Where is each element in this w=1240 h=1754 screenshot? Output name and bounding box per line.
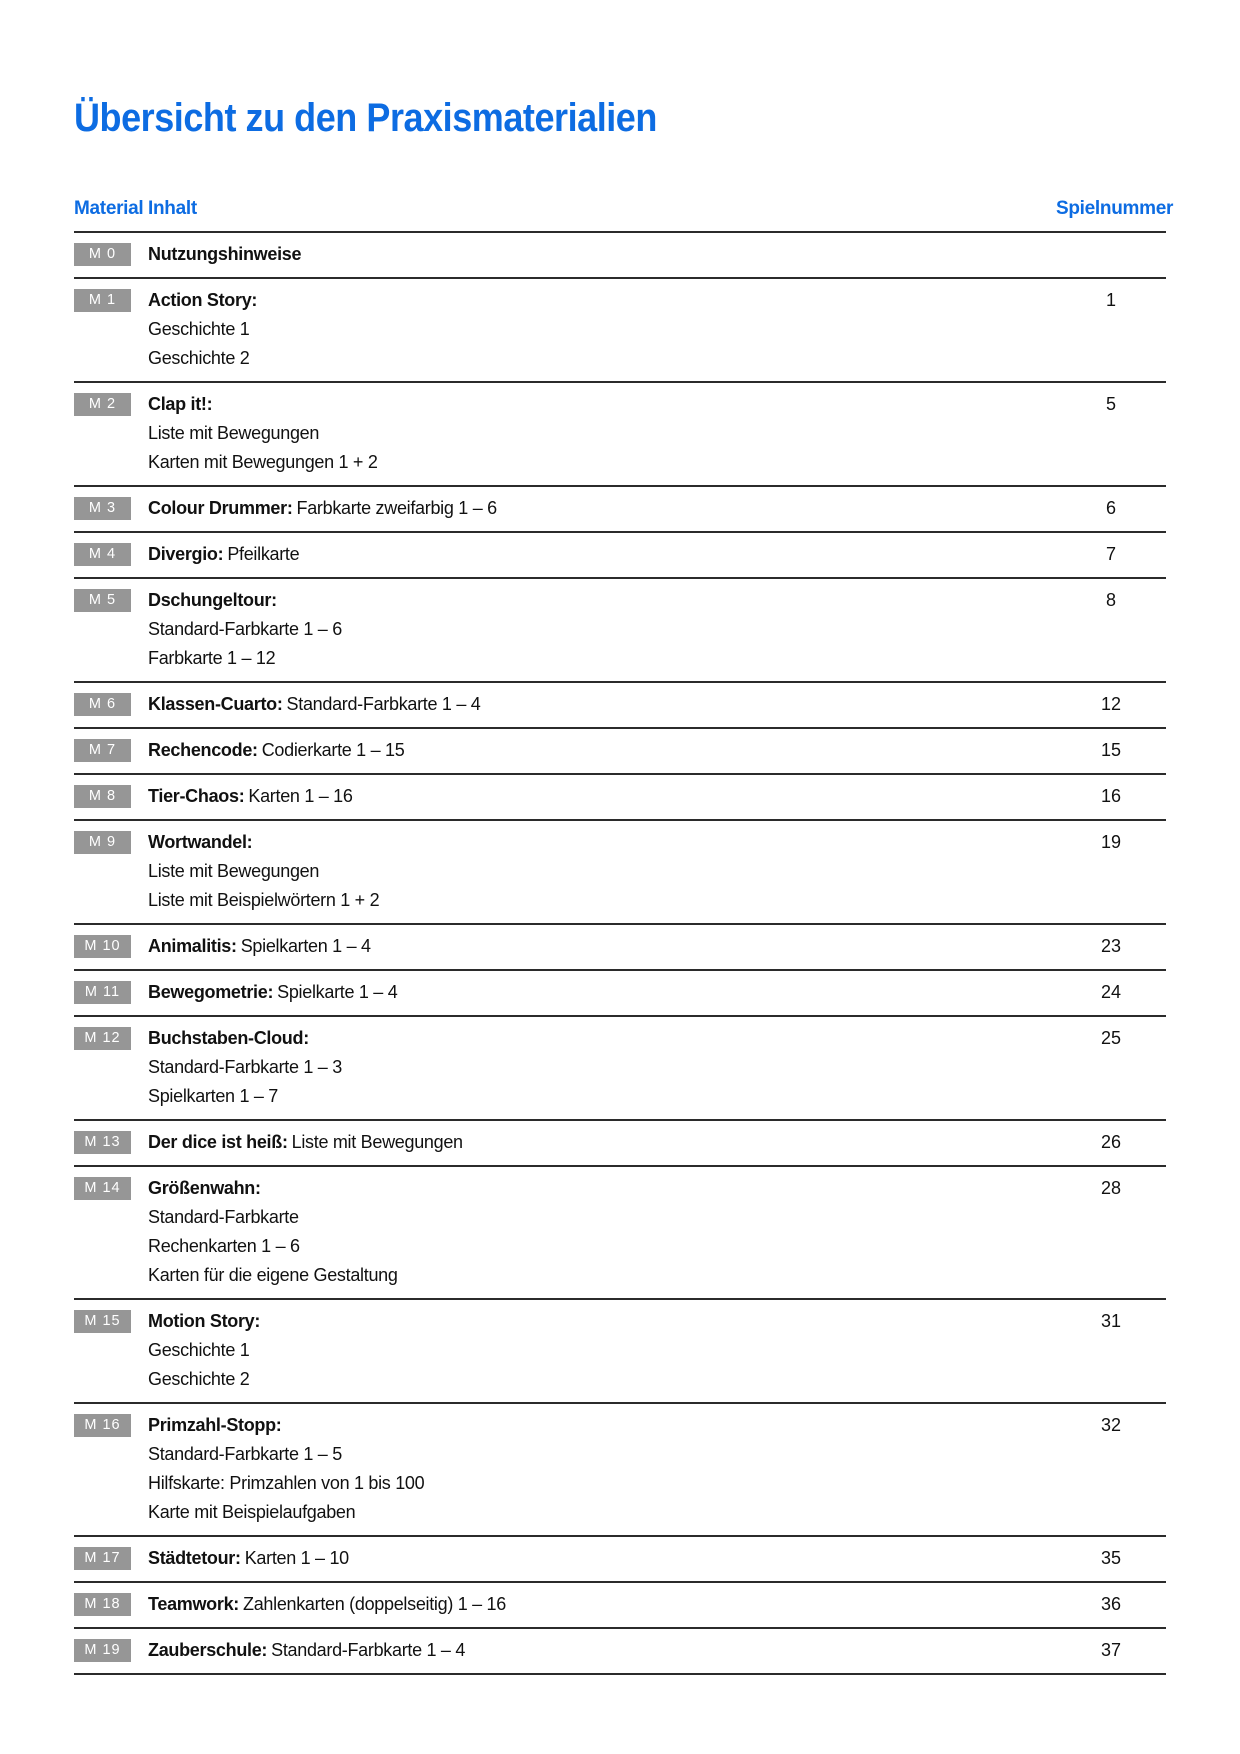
spielnummer-value: 35 <box>1100 1548 1122 1568</box>
row-inline-description: Standard-Farbkarte 1 – 4 <box>286 694 481 714</box>
spielnummer-value: 15 <box>1100 740 1122 760</box>
material-badge: M 17 <box>74 1547 131 1570</box>
material-badge: M 18 <box>74 1593 131 1616</box>
spielnummer-value: 7 <box>1105 544 1116 564</box>
row-content <box>148 738 1056 763</box>
material-badge-cell <box>74 242 148 267</box>
row-inline-description: Spielkarte 1 – 4 <box>277 982 398 1002</box>
material-badge-cell <box>74 542 148 567</box>
row-title: Tier-Chaos: <box>148 786 245 806</box>
row-inline-description: Zahlenkarten (doppelseitig) 1 – 16 <box>243 1594 506 1614</box>
row-content <box>148 1592 1056 1617</box>
material-badge: M 7 <box>74 739 131 762</box>
row-title: Colour Drummer: <box>148 498 293 518</box>
row-title-line <box>148 934 1056 959</box>
row-title-line <box>148 830 1056 855</box>
row-title-line <box>148 588 1056 613</box>
spielnummer-value: 5 <box>1105 394 1116 414</box>
table-row <box>74 1119 1166 1165</box>
table-row <box>74 1535 1166 1581</box>
table-row <box>74 381 1166 485</box>
row-content <box>148 784 1056 809</box>
row-title-line <box>148 1130 1056 1155</box>
row-title: Bewegometrie: <box>148 982 274 1002</box>
page-title: Übersicht zu den Praxismaterialien <box>74 96 657 140</box>
material-badge-cell <box>74 784 148 809</box>
material-badge: M 4 <box>74 543 131 566</box>
materials-table-body <box>74 231 1166 1675</box>
row-subline: Geschichte 1 <box>148 1340 250 1360</box>
row-sublines <box>148 317 1056 371</box>
spielnummer-value: 24 <box>1100 982 1122 1002</box>
row-inline-description: Codierkarte 1 – 15 <box>261 740 405 760</box>
row-title-line <box>148 980 1056 1005</box>
material-badge-cell <box>74 738 148 763</box>
row-subline: Farbkarte 1 – 12 <box>148 648 276 668</box>
spielnummer-value: 8 <box>1105 590 1116 610</box>
row-subline: Geschichte 1 <box>148 319 250 339</box>
table-row <box>74 1581 1166 1627</box>
row-title-line <box>148 1638 1056 1663</box>
row-content <box>148 496 1056 521</box>
row-content <box>148 1638 1056 1663</box>
table-row <box>74 819 1166 923</box>
row-title: Größenwahn: <box>148 1178 261 1198</box>
row-sublines <box>148 1055 1056 1109</box>
table-row <box>74 727 1166 773</box>
table-row <box>74 485 1166 531</box>
row-subline: Hilfskarte: Primzahlen von 1 bis 100 <box>148 1473 425 1493</box>
row-title-line <box>148 1309 1056 1334</box>
row-sublines <box>148 1442 1056 1525</box>
row-sublines <box>148 1205 1056 1288</box>
row-title: Teamwork: <box>148 1594 239 1614</box>
table-row <box>74 681 1166 727</box>
row-subline: Karten mit Bewegungen 1 + 2 <box>148 452 378 472</box>
row-sublines <box>148 421 1056 475</box>
material-badge-cell <box>74 830 148 913</box>
spielnummer-value: 26 <box>1100 1132 1122 1152</box>
material-badge: M 13 <box>74 1131 131 1154</box>
row-subline: Liste mit Beispielwörtern 1 + 2 <box>148 890 380 910</box>
material-badge-cell <box>74 1592 148 1617</box>
row-content <box>148 242 1056 267</box>
row-content <box>148 392 1056 475</box>
row-title-line <box>148 392 1056 417</box>
row-title: Divergio: <box>148 544 224 564</box>
spielnummer-value: 31 <box>1100 1311 1122 1331</box>
material-badge-cell <box>74 288 148 371</box>
row-title: Nutzungshinweise <box>148 244 302 264</box>
material-badge: M 16 <box>74 1414 131 1437</box>
row-content <box>148 1546 1056 1571</box>
material-badge: M 10 <box>74 935 131 958</box>
row-title: Clap it!: <box>148 394 213 414</box>
spielnummer-value: 1 <box>1105 290 1116 310</box>
row-title: Zauberschule: <box>148 1640 268 1660</box>
row-content <box>148 588 1056 671</box>
spielnummer-value: 36 <box>1100 1594 1122 1614</box>
row-subline: Standard-Farbkarte <box>148 1207 299 1227</box>
table-row <box>74 577 1166 681</box>
spielnummer-value: 28 <box>1100 1178 1122 1198</box>
row-title-line <box>148 738 1056 763</box>
material-badge: M 9 <box>74 831 131 854</box>
material-badge: M 3 <box>74 497 131 520</box>
row-subline: Liste mit Bewegungen <box>148 423 320 443</box>
row-title-line <box>148 1176 1056 1201</box>
material-badge: M 11 <box>74 981 131 1004</box>
spielnummer-value <box>1056 242 1166 267</box>
material-badge: M 5 <box>74 589 131 612</box>
material-badge: M 8 <box>74 785 131 808</box>
row-sublines <box>148 1338 1056 1392</box>
material-badge-cell <box>74 692 148 717</box>
row-subline: Spielkarten 1 – 7 <box>148 1086 278 1106</box>
row-title-line <box>148 1546 1056 1571</box>
table-row <box>74 1298 1166 1402</box>
spielnummer-value: 16 <box>1100 786 1122 806</box>
row-title-line <box>148 784 1056 809</box>
row-content <box>148 1309 1056 1392</box>
row-title-line <box>148 242 1056 267</box>
row-content <box>148 934 1056 959</box>
row-subline: Karten für die eigene Gestaltung <box>148 1265 398 1285</box>
spielnummer-value: 6 <box>1105 498 1116 518</box>
row-title: Buchstaben-Cloud: <box>148 1028 309 1048</box>
material-badge-cell <box>74 1638 148 1663</box>
material-badge: M 14 <box>74 1177 131 1200</box>
spielnummer-value: 23 <box>1100 936 1122 956</box>
row-title-line <box>148 542 1056 567</box>
spielnummer-value: 37 <box>1100 1640 1122 1660</box>
row-subline: Rechenkarten 1 – 6 <box>148 1236 300 1256</box>
spielnummer-value: 32 <box>1100 1415 1122 1435</box>
row-subline: Geschichte 2 <box>148 348 250 368</box>
material-badge-cell <box>74 392 148 475</box>
column-header-spielnummer: Spielnummer <box>1056 198 1174 219</box>
row-content <box>148 980 1056 1005</box>
row-title-line <box>148 1592 1056 1617</box>
table-row <box>74 531 1166 577</box>
table-row <box>74 1165 1166 1298</box>
material-badge-cell <box>74 1546 148 1571</box>
row-title-line <box>148 1413 1056 1438</box>
material-badge-cell <box>74 980 148 1005</box>
row-inline-description: Pfeilkarte <box>227 544 300 564</box>
table-row <box>74 923 1166 969</box>
table-row <box>74 1627 1166 1673</box>
column-header-material: Material <box>74 198 144 219</box>
material-badge-cell <box>74 588 148 671</box>
row-title-line <box>148 692 1056 717</box>
row-title: Städtetour: <box>148 1548 241 1568</box>
row-content <box>148 288 1056 371</box>
row-content <box>148 1176 1056 1288</box>
row-subline: Standard-Farbkarte 1 – 6 <box>148 619 342 639</box>
table-row <box>74 969 1166 1015</box>
row-title: Primzahl-Stopp: <box>148 1415 282 1435</box>
material-badge-cell <box>74 1026 148 1109</box>
spielnummer-value: 25 <box>1100 1028 1122 1048</box>
row-subline: Geschichte 2 <box>148 1369 250 1389</box>
row-title: Dschungeltour: <box>148 590 277 610</box>
column-header-inhalt: Inhalt <box>148 198 197 219</box>
row-sublines <box>148 617 1056 671</box>
row-title: Klassen-Cuarto: <box>148 694 283 714</box>
table-row <box>74 773 1166 819</box>
row-title-line <box>148 496 1056 521</box>
row-title: Wortwandel: <box>148 832 253 852</box>
row-title: Action Story: <box>148 290 258 310</box>
material-badge-cell <box>74 934 148 959</box>
row-content <box>148 1130 1056 1155</box>
material-badge-cell <box>74 1309 148 1392</box>
material-badge-cell <box>74 496 148 521</box>
row-title-line <box>148 288 1056 313</box>
material-badge: M 1 <box>74 289 131 312</box>
row-inline-description: Spielkarten 1 – 4 <box>240 936 371 956</box>
material-badge-cell <box>74 1413 148 1525</box>
table-header <box>74 198 1174 231</box>
material-badge: M 15 <box>74 1310 131 1333</box>
spielnummer-value: 12 <box>1100 694 1122 714</box>
row-inline-description: Karten 1 – 10 <box>244 1548 349 1568</box>
row-title: Motion Story: <box>148 1311 261 1331</box>
row-subline: Karte mit Beispielaufgaben <box>148 1502 356 1522</box>
material-badge: M 6 <box>74 693 131 716</box>
row-inline-description: Standard-Farbkarte 1 – 4 <box>271 1640 466 1660</box>
row-content <box>148 1413 1056 1525</box>
row-subline: Standard-Farbkarte 1 – 5 <box>148 1444 342 1464</box>
row-title: Rechencode: <box>148 740 258 760</box>
row-title: Animalitis: <box>148 936 237 956</box>
row-content <box>148 542 1056 567</box>
table-row <box>74 231 1166 277</box>
row-content <box>148 830 1056 913</box>
material-badge: M 2 <box>74 393 131 416</box>
row-inline-description: Karten 1 – 16 <box>248 786 353 806</box>
row-title-line <box>148 1026 1056 1051</box>
table-row <box>74 1402 1166 1535</box>
row-subline: Liste mit Bewegungen <box>148 861 320 881</box>
material-badge-cell <box>74 1176 148 1288</box>
row-title: Der dice ist heiß: <box>148 1132 288 1152</box>
row-inline-description: Farbkarte zweifarbig 1 – 6 <box>296 498 497 518</box>
row-subline: Standard-Farbkarte 1 – 3 <box>148 1057 342 1077</box>
row-inline-description: Liste mit Bewegungen <box>291 1132 463 1152</box>
spielnummer-value: 19 <box>1100 832 1122 852</box>
table-row <box>74 1015 1166 1119</box>
row-content <box>148 1026 1056 1109</box>
material-badge: M 12 <box>74 1027 131 1050</box>
material-badge: M 0 <box>74 243 131 266</box>
row-sublines <box>148 859 1056 913</box>
table-row <box>74 277 1166 381</box>
row-content <box>148 692 1056 717</box>
material-badge: M 19 <box>74 1639 131 1662</box>
page <box>74 0 1174 1675</box>
material-badge-cell <box>74 1130 148 1155</box>
